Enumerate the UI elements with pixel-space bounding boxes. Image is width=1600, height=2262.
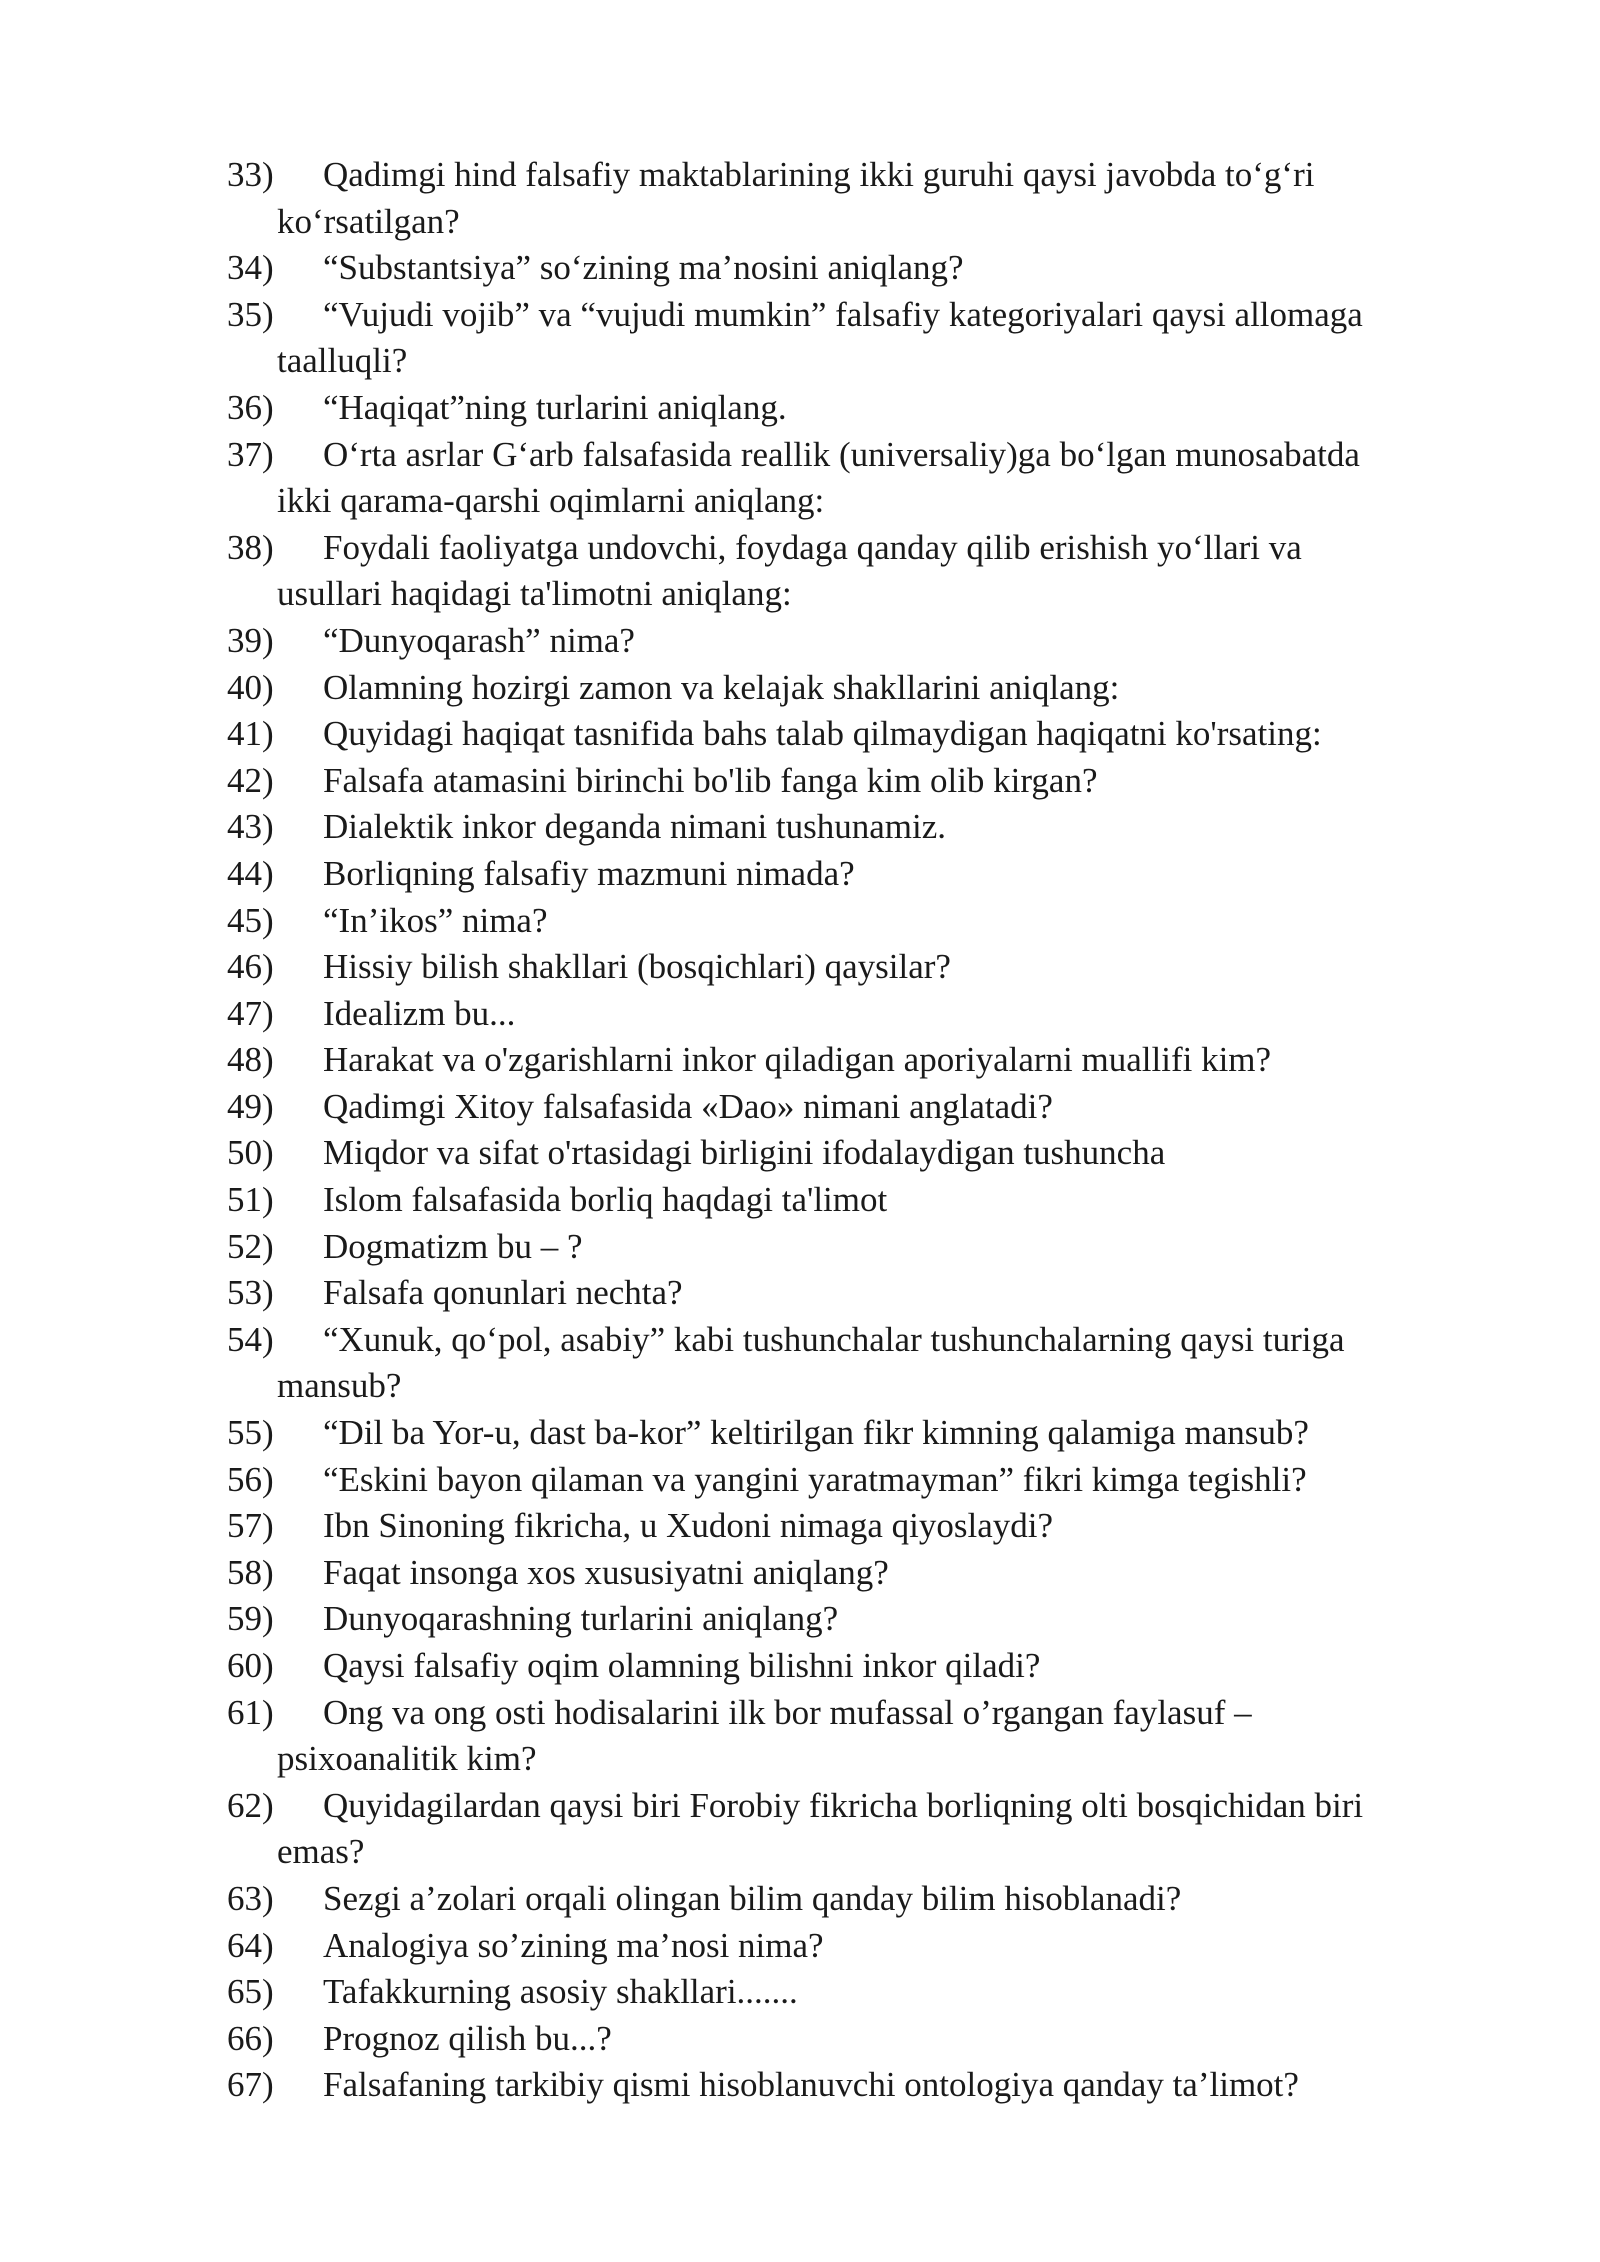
question-number: 50) — [227, 1133, 274, 1173]
question-line — [227, 851, 1477, 898]
question-line — [227, 711, 1477, 758]
question-number: 58) — [227, 1552, 274, 1592]
question-text: Dogmatizm bu – ? — [323, 1226, 583, 1266]
question-line — [227, 1410, 1477, 1457]
question-line — [227, 1224, 1477, 1271]
question-item — [227, 758, 1477, 805]
question-number: 65) — [227, 1972, 274, 2012]
question-line — [227, 758, 1477, 805]
question-number: 55) — [227, 1413, 274, 1453]
question-number: 45) — [227, 900, 274, 940]
question-item — [227, 1457, 1477, 1504]
question-line — [227, 1177, 1477, 1224]
question-number: 46) — [227, 947, 274, 987]
question-line — [227, 1130, 1477, 1177]
question-number: 62) — [227, 1785, 274, 1825]
question-number: 33) — [227, 155, 274, 194]
question-item — [227, 1876, 1477, 1923]
question-line — [227, 385, 1477, 432]
question-number: 48) — [227, 1040, 274, 1080]
question-item — [227, 804, 1477, 851]
question-item — [227, 1084, 1477, 1131]
question-line — [227, 1457, 1477, 1504]
question-line — [227, 245, 1477, 292]
question-line — [227, 1317, 1477, 1364]
question-item — [227, 385, 1477, 432]
question-item — [227, 1550, 1477, 1597]
question-item — [227, 1643, 1477, 1690]
question-item — [227, 152, 1477, 245]
question-item — [227, 1596, 1477, 1643]
question-number: 61) — [227, 1692, 274, 1732]
question-line — [227, 292, 1477, 339]
question-number: 64) — [227, 1925, 274, 1965]
question-number: 49) — [227, 1086, 274, 1126]
question-text: Qadimgi hind falsafiy maktablarining ikki guruhi qaysi javobda to‘g‘ri — [323, 155, 1315, 194]
question-item — [227, 1969, 1477, 2016]
question-line — [227, 2016, 1477, 2063]
question-number: 42) — [227, 760, 274, 800]
question-line — [227, 618, 1477, 665]
question-line — [227, 525, 1477, 572]
question-text: Idealizm bu... — [323, 993, 516, 1033]
question-item — [227, 1130, 1477, 1177]
question-item — [227, 525, 1477, 618]
question-text: O‘rta asrlar G‘arb falsafasida reallik (universaliy)ga bo‘lgan munosabatda — [323, 434, 1360, 474]
question-text: Dialektik inkor deganda nimani tushunamiz. — [323, 807, 947, 847]
question-number: 66) — [227, 2018, 274, 2058]
question-item — [227, 944, 1477, 991]
question-text: Borliqning falsafiy mazmuni nimada? — [323, 853, 855, 893]
question-number: 37) — [227, 434, 274, 474]
question-line — [227, 2062, 1477, 2109]
question-number: 44) — [227, 853, 274, 893]
question-line — [227, 1783, 1477, 1830]
question-item — [227, 292, 1477, 385]
question-text-continuation: ko‘rsatilgan? — [277, 201, 460, 241]
question-text: Islom falsafasida borliq haqdagi ta'limot — [323, 1180, 888, 1220]
question-number: 36) — [227, 387, 274, 427]
question-line — [227, 1923, 1477, 1970]
question-line — [227, 1969, 1477, 2016]
question-item — [227, 711, 1477, 758]
question-number: 40) — [227, 667, 274, 707]
question-number: 60) — [227, 1646, 274, 1685]
question-item — [227, 898, 1477, 945]
question-text: Ibn Sinoning fikricha, u Xudoni nimaga qiyoslaydi? — [323, 1506, 1054, 1546]
question-line — [227, 1270, 1477, 1317]
question-number: 47) — [227, 993, 274, 1033]
question-text-continuation: ikki qarama-qarshi oqimlarni aniqlang: — [277, 481, 825, 521]
question-item — [227, 851, 1477, 898]
question-text: Faqat insonga xos xususiyatni aniqlang? — [323, 1552, 889, 1592]
question-number: 53) — [227, 1273, 274, 1313]
question-line — [227, 1084, 1477, 1131]
question-text-continuation: taalluqli? — [277, 341, 408, 381]
question-text: Quyidagilardan qaysi biri Forobiy fikricha borliqning olti bosqichidan biri — [323, 1785, 1364, 1825]
question-number: 34) — [227, 248, 274, 288]
question-item — [227, 1503, 1477, 1550]
question-text: Olamning hozirgi zamon va kelajak shakllarini aniqlang: — [323, 667, 1120, 707]
question-line — [227, 898, 1477, 945]
question-number: 67) — [227, 2065, 274, 2105]
question-item — [227, 432, 1477, 525]
question-line — [227, 804, 1477, 851]
question-text-continuation: usullari haqidagi ta'limotni aniqlang: — [277, 574, 792, 614]
question-number: 38) — [227, 527, 274, 567]
question-number: 51) — [227, 1180, 274, 1220]
question-text: “Substantsiya” so‘zining ma’nosini aniqlang? — [323, 248, 964, 288]
question-number: 52) — [227, 1226, 274, 1266]
question-text: “Haqiqat”ning turlarini aniqlang. — [323, 387, 787, 427]
question-item — [227, 1177, 1477, 1224]
question-number: 54) — [227, 1319, 274, 1359]
question-text: “In’ikos” nima? — [323, 900, 548, 940]
question-line — [227, 1037, 1477, 1084]
question-item — [227, 1224, 1477, 1271]
question-number: 56) — [227, 1459, 274, 1499]
question-text: Qadimgi Xitoy falsafasida «Dao» nimani anglatadi? — [323, 1086, 1053, 1126]
question-number: 57) — [227, 1506, 274, 1546]
question-item — [227, 1317, 1477, 1410]
question-line — [227, 1643, 1477, 1690]
question-item — [227, 618, 1477, 665]
question-item — [227, 1783, 1477, 1876]
question-number: 59) — [227, 1599, 274, 1639]
question-text: Hissiy bilish shakllari (bosqichlari) qaysilar? — [323, 947, 951, 987]
question-text: Ong va ong osti hodisalarini ilk bor mufassal o’rgangan faylasuf – — [323, 1692, 1252, 1732]
question-number: 41) — [227, 714, 274, 754]
question-item — [227, 665, 1477, 712]
question-line — [227, 152, 1477, 199]
question-list — [227, 152, 1477, 2109]
question-line — [227, 1690, 1477, 1737]
question-item — [227, 1923, 1477, 1970]
question-text: “Dil ba Yor-u, dast ba-kor” keltirilgan fikr kimning qalamiga mansub? — [323, 1413, 1309, 1453]
question-text: “Vujudi vojib” va “vujudi mumkin” falsafiy kategoriyalari qaysi allomaga — [323, 294, 1363, 334]
question-line — [227, 991, 1477, 1038]
question-text: “Xunuk, qo‘pol, asabiy” kabi tushunchalar tushunchalarning qaysi turiga — [323, 1319, 1345, 1359]
question-text: Falsafa atamasini birinchi bo'lib fanga kim olib kirgan? — [323, 760, 1098, 800]
question-item — [227, 2016, 1477, 2063]
question-line — [227, 1550, 1477, 1597]
question-text: Tafakkurning asosiy shakllari....... — [323, 1972, 798, 2012]
question-line — [227, 1503, 1477, 1550]
question-text: “Dunyoqarash” nima? — [323, 620, 635, 660]
question-item — [227, 1037, 1477, 1084]
question-number: 63) — [227, 1878, 274, 1918]
question-number: 39) — [227, 620, 274, 660]
question-text: Miqdor va sifat o'rtasidagi birligini ifodalaydigan tushuncha — [323, 1133, 1166, 1173]
question-line — [227, 665, 1477, 712]
question-text: “Eskini bayon qilaman va yangini yaratmayman” fikri kimga tegishli? — [323, 1459, 1307, 1499]
question-text: Falsafaning tarkibiy qismi hisoblanuvchi ontologiya qanday ta’limot? — [323, 2065, 1299, 2105]
question-text: Qaysi falsafiy oqim olamning bilishni inkor qiladi? — [323, 1646, 1041, 1685]
question-text: Quyidagi haqiqat tasnifida bahs talab qilmaydigan haqiqatni ko'rsating: — [323, 714, 1322, 754]
question-text-continuation: emas? — [277, 1832, 365, 1872]
question-item — [227, 245, 1477, 292]
question-text: Dunyoqarashning turlarini aniqlang? — [323, 1599, 839, 1639]
question-text: Sezgi a’zolari orqali olingan bilim qanday bilim hisoblanadi? — [323, 1878, 1182, 1918]
question-text: Foydali faoliyatga undovchi, foydaga qanday qilib erishish yo‘llari va — [323, 527, 1302, 567]
question-line — [227, 944, 1477, 991]
question-item — [227, 2062, 1477, 2109]
question-text: Falsafa qonunlari nechta? — [323, 1273, 683, 1313]
question-item — [227, 1690, 1477, 1783]
question-item — [227, 1410, 1477, 1457]
question-text-continuation: psixoanalitik kim? — [277, 1739, 537, 1779]
question-text-continuation: mansub? — [277, 1366, 402, 1406]
question-text: Prognoz qilish bu...? — [323, 2018, 612, 2058]
question-line — [227, 1876, 1477, 1923]
question-number: 43) — [227, 807, 274, 847]
question-item — [227, 1270, 1477, 1317]
question-number: 35) — [227, 294, 274, 334]
question-item — [227, 991, 1477, 1038]
question-text: Analogiya so’zining ma’nosi nima? — [323, 1925, 824, 1965]
question-text: Harakat va o'zgarishlarni inkor qiladigan aporiyalarni muallifi kim? — [323, 1040, 1272, 1080]
question-line — [227, 1596, 1477, 1643]
question-line — [227, 432, 1477, 479]
